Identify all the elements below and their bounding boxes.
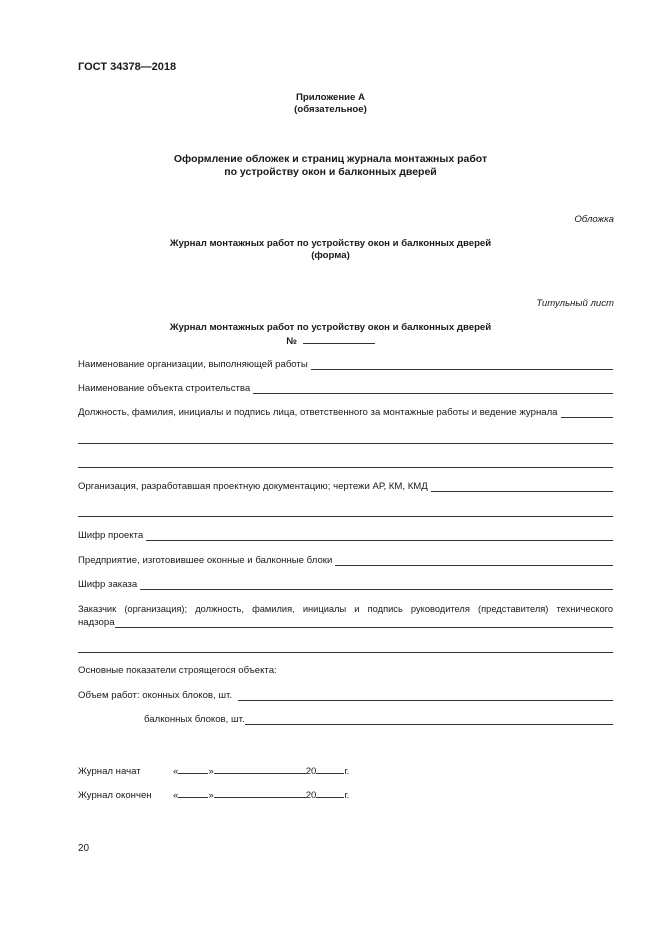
journal-finished-label: Журнал окончен	[78, 790, 152, 801]
main-indicators-label: Основные показатели строящегося объекта:	[78, 665, 277, 676]
responsible-blank	[561, 408, 613, 418]
customer-field	[78, 617, 613, 628]
journal-finished-field	[78, 788, 349, 801]
design-org-label: Организация, разработавшая проектную документацию; чертежи АР, КМ, КМД	[78, 481, 428, 492]
customer-label-line1: Заказчик (организация); должность, фамилия, инициалы и подпись руководителя (представителя) технического	[78, 604, 613, 614]
century: 20	[305, 766, 317, 777]
balcony-volume-field	[144, 714, 613, 725]
quote-open: «	[173, 790, 179, 801]
century: 20	[305, 790, 317, 801]
org-name-label: Наименование организации, выполняющей работы	[78, 359, 308, 370]
project-code-label: Шифр проекта	[78, 530, 144, 541]
page-number: 20	[78, 843, 90, 854]
manufacturer-blank	[335, 556, 613, 566]
manufacturer-label: Предприятие, изготовившее оконные и балконные блоки	[78, 555, 333, 566]
quote-open: «	[173, 766, 179, 777]
cover-form-note: (форма)	[311, 250, 350, 261]
responsible-label: Должность, фамилия, инициалы и подпись лица, ответственного за монтажные работы и ведение журнала	[78, 407, 558, 418]
year-blank	[316, 764, 344, 774]
journal-started-field	[78, 764, 349, 777]
org-name-field	[78, 359, 613, 370]
window-volume-label: Объем работ: оконных блоков, шт.	[78, 690, 233, 701]
order-code-label: Шифр заказа	[78, 579, 138, 590]
object-name-label: Наименование объекта строительства	[78, 383, 251, 394]
section-title-line1: Оформление обложек и страниц журнала монтажных работ	[173, 153, 488, 165]
quote-close: »	[208, 790, 214, 801]
design-org-field	[78, 481, 613, 492]
quote-close: »	[208, 766, 214, 777]
customer-label-line2: надзора	[78, 617, 115, 628]
blank-line	[78, 652, 613, 653]
journal-number-blank	[303, 334, 375, 344]
order-code-field	[78, 579, 613, 590]
title-page-tag: Титульный лист	[536, 298, 614, 309]
day-blank	[178, 764, 208, 774]
journal-started-label: Журнал начат	[78, 766, 141, 777]
journal-number-label: №	[286, 336, 298, 347]
appendix-note: (обязательное)	[294, 104, 367, 115]
object-name-field	[78, 383, 613, 394]
window-volume-field	[78, 690, 613, 701]
org-name-blank	[311, 360, 613, 370]
order-code-blank	[140, 580, 613, 590]
month-blank	[214, 764, 306, 774]
project-code-blank	[146, 531, 613, 541]
customer-blank	[115, 618, 613, 628]
balcony-volume-blank	[245, 715, 613, 725]
section-title-line2: по устройству окон и балконных дверей	[224, 166, 437, 178]
blank-line	[78, 443, 613, 444]
blank-line	[78, 467, 613, 468]
balcony-volume-label: балконных блоков, шт.	[144, 714, 245, 725]
object-name-blank	[253, 384, 613, 394]
manufacturer-field	[78, 555, 613, 566]
journal-number-field	[0, 334, 661, 347]
year-suffix: г.	[344, 766, 350, 777]
month-blank	[214, 788, 306, 798]
day-blank	[178, 788, 208, 798]
appendix-title: Приложение А	[296, 92, 365, 103]
responsible-field	[78, 407, 613, 418]
cover-title: Журнал монтажных работ по устройству окон и балконных дверей	[169, 238, 492, 249]
window-volume-blank	[238, 691, 613, 701]
project-code-field	[78, 530, 613, 541]
design-org-blank	[431, 482, 613, 492]
title-page-title: Журнал монтажных работ по устройству окон и балконных дверей	[169, 322, 492, 333]
blank-line	[78, 516, 613, 517]
document-code: ГОСТ 34378—2018	[78, 61, 177, 73]
year-suffix: г.	[344, 790, 350, 801]
year-blank	[316, 788, 344, 798]
cover-tag: Обложка	[574, 214, 614, 225]
